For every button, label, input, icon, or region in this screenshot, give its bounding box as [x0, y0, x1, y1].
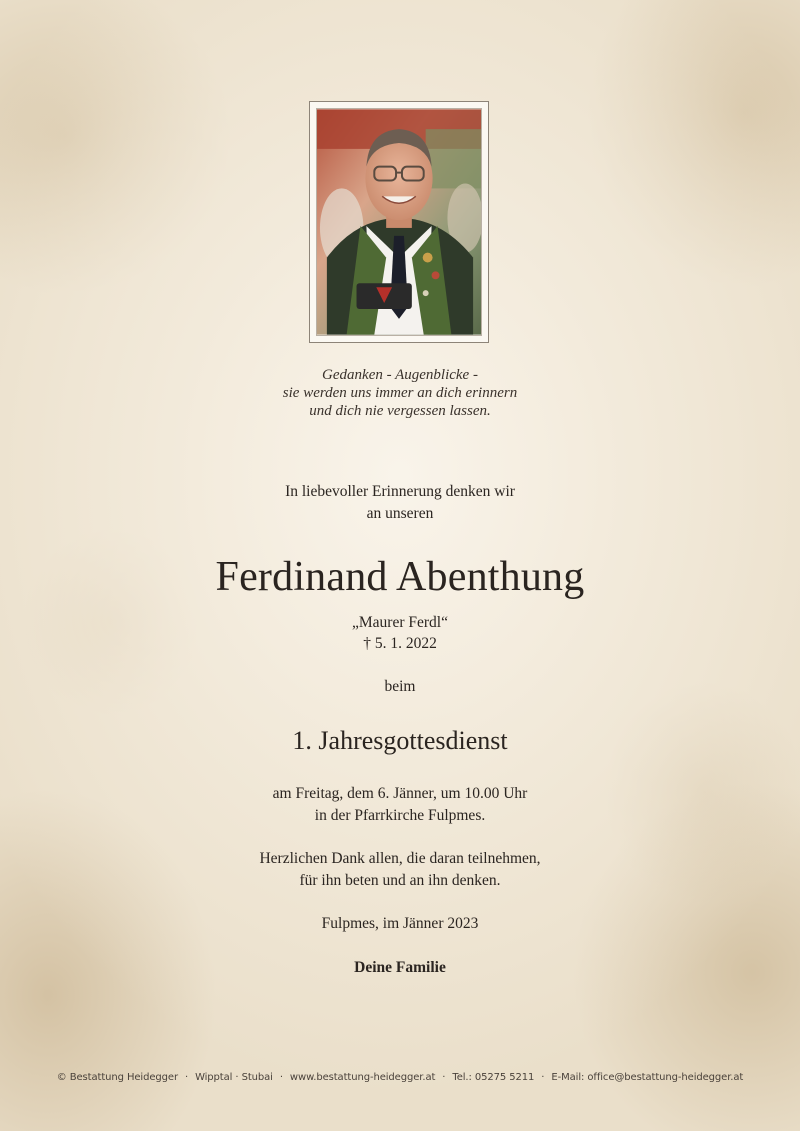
connector-text: beim — [384, 678, 416, 695]
memorial-quote — [0, 366, 800, 420]
footer-region: Wipptal · Stubai — [195, 1072, 273, 1083]
footer-phone: Tel.: 05275 5211 — [452, 1072, 535, 1083]
details-line: am Freitag, dem 6. Jänner, um 10.00 Uhr — [272, 785, 528, 802]
footer — [0, 1072, 800, 1083]
thanks-line: für ihn beten und an ihn denken. — [299, 872, 501, 889]
intro-text — [0, 481, 800, 525]
deceased-name: Ferdinand Abenthung — [215, 554, 585, 600]
quote-line: Gedanken - Augenblicke - — [322, 367, 478, 383]
quote-line: sie werden uns immer an dich erinnern — [282, 385, 518, 401]
intro-line: an unseren — [366, 505, 434, 522]
thanks-text — [0, 848, 800, 892]
thanks-line: Herzlichen Dank allen, die daran teilnehmen, — [259, 850, 541, 867]
footer-separator: · — [541, 1072, 545, 1083]
service-title: 1. Jahresgottesdienst — [292, 726, 508, 755]
footer-copyright: © Bestattung Heidegger — [56, 1072, 178, 1083]
quote-line: und dich nie vergessen lassen. — [309, 403, 491, 419]
death-date: † 5. 1. 2022 — [363, 635, 437, 652]
details-line: in der Pfarrkirche Fulpmes. — [314, 807, 486, 824]
intro-line: In liebevoller Erinnerung denken wir — [285, 483, 515, 500]
service-details — [0, 783, 800, 827]
signature: Deine Familie — [354, 959, 446, 976]
footer-email[interactable]: E-Mail: office@bestattung-heidegger.at — [551, 1072, 744, 1083]
portrait-frame — [309, 101, 489, 343]
place-date: Fulpmes, im Jänner 2023 — [321, 915, 479, 932]
deceased-nickname: „Maurer Ferdl“ — [352, 614, 448, 631]
footer-separator: · — [279, 1072, 283, 1083]
portrait-photo — [316, 108, 482, 336]
footer-website[interactable]: www.bestattung-heidegger.at — [289, 1072, 436, 1083]
footer-separator: · — [442, 1072, 446, 1083]
footer-separator: · — [184, 1072, 189, 1083]
